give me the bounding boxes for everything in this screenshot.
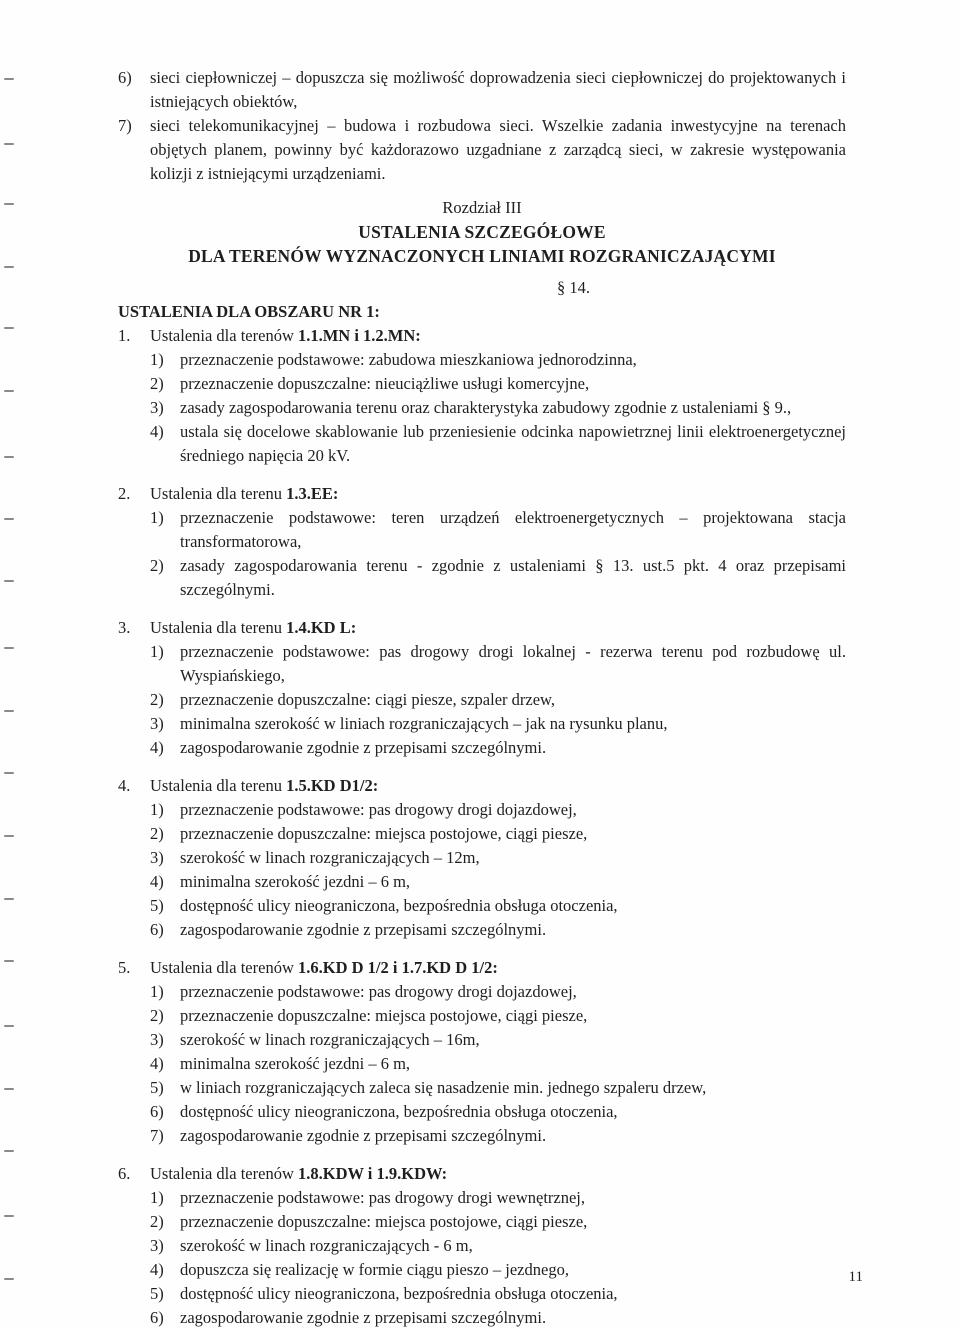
item-text: zasady zagospodarowania terenu - zgodnie z ustaleniami § 13. ust.5 pkt. 4 oraz przepisami szczególnymi. [180,556,846,599]
section-label [150,774,378,798]
section-label [150,482,338,506]
list-item [118,1306,846,1330]
item-number: 2) [150,1212,164,1231]
section-label-text: Ustalenia dla terenu [150,484,287,503]
item-number: 4) [150,872,164,891]
item-number: 6) [150,920,164,939]
punch-mark [4,710,14,712]
document-body [118,66,846,1330]
list-item [118,822,846,846]
list-item [118,1186,846,1210]
section-label-text: Ustalenia dla terenu [150,776,287,795]
list-item [118,372,846,396]
section-3 [118,616,846,760]
list-item [118,1028,846,1052]
item-text: sieci ciepłowniczej – dopuszcza się możliwość doprowadzenia sieci ciepłowniczej do projektowanych i istniejących obiektów, [150,68,846,111]
item-text: przeznaczenie dopuszczalne: ciągi piesze, szpaler drzew, [180,690,555,709]
list-item [118,736,846,760]
section-1 [118,324,846,468]
item-text: ustala się docelowe skablowanie lub przeniesienie odcinka napowietrznej linii elektroenergetycznej średniego napięcia 20 kV. [180,422,846,465]
section-2 [118,482,846,602]
section-label-text: Ustalenia dla terenów [150,958,298,977]
punch-mark [4,143,14,145]
section-heading [118,956,846,980]
section-code: 1.3.EE: [286,484,339,503]
punch-mark [4,1150,14,1152]
section-6 [118,1162,846,1330]
item-text: minimalna szerokość w liniach rozgraniczających – jak na rysunku planu, [180,714,668,733]
section-number: 1. [118,326,131,345]
list-item [118,846,846,870]
chapter-label: Rozdział III [442,198,522,217]
list-item [118,1004,846,1028]
item-number: 1) [150,800,164,819]
punch-mark [4,1088,14,1090]
item-number: 4) [150,738,164,757]
punch-mark [4,327,14,329]
item-text: przeznaczenie podstawowe: teren urządzeń elektroenergetycznych – projektowana stacja transformatorowa, [180,508,846,551]
item-text: sieci telekomunikacyjnej – budowa i rozbudowa sieci. Wszelkie zadania inwestycyjne na terenach objętych planem, powinny być każdorazowo uzgadniane z zarządcą sieci, w zakresie występowania kolizji z istniejącymi urządzeniami. [150,116,846,183]
item-text: szerokość w linach rozgraniczających - 6 m, [180,1236,473,1255]
list-item [118,420,846,468]
section-heading [118,1162,846,1186]
list-item [118,688,846,712]
item-number: 5) [150,896,164,915]
item-text: szerokość w linach rozgraniczających – 16m, [180,1030,480,1049]
item-text: minimalna szerokość jezdni – 6 m, [180,1054,411,1073]
section-code: 1.4.KD L: [286,618,357,637]
list-item [118,114,846,186]
item-text: zasady zagospodarowania terenu oraz charakterystyka zabudowy zgodnie z ustaleniami § 9., [180,398,792,417]
section-number: 5. [118,958,131,977]
section-label-text: Ustalenia dla terenów [150,326,298,345]
punch-mark [4,266,14,268]
item-text: dostępność ulicy nieograniczona, bezpośrednia obsługa otoczenia, [180,1102,618,1121]
item-number: 3) [150,1236,164,1255]
item-text: przeznaczenie podstawowe: pas drogowy drogi wewnętrznej, [180,1188,586,1207]
list-item [118,894,846,918]
item-text: dopuszcza się realizację w formie ciągu pieszo – jezdnego, [180,1260,569,1279]
punch-mark [4,390,14,392]
item-number: 3) [150,714,164,733]
section-label [150,956,498,980]
section-number: 2. [118,484,131,503]
section-number: 4. [118,776,131,795]
punch-mark [4,647,14,649]
top-list [118,66,846,186]
list-item [118,1052,846,1076]
item-number: 3) [150,1030,164,1049]
area-heading: USTALENIA DLA OBSZARU NR 1: [118,302,380,321]
item-text: przeznaczenie podstawowe: pas drogowy drogi dojazdowej, [180,982,577,1001]
chapter-subtitle: DLA TERENÓW WYZNACZONYCH LINIAMI ROZGRANICZAJĄCYMI [188,246,776,266]
page-number: 11 [848,1269,863,1285]
list-item [118,506,846,554]
item-text: przeznaczenie dopuszczalne: nieuciążliwe usługi komercyjne, [180,374,590,393]
item-text: zagospodarowanie zgodnie z przepisami szczególnymi. [180,920,547,939]
section-heading [118,774,846,798]
item-text: dostępność ulicy nieograniczona, bezpośrednia obsługa otoczenia, [180,1284,618,1303]
item-number: 5) [150,1284,164,1303]
item-number: 7) [150,1126,164,1145]
section-4 [118,774,846,942]
item-text: minimalna szerokość jezdni – 6 m, [180,872,411,891]
item-number: 4) [150,1260,164,1279]
section-5 [118,956,846,1148]
punch-mark [4,456,14,458]
item-number: 6) [150,1102,164,1121]
list-item [118,1282,846,1306]
section-number: 3. [118,618,131,637]
punch-mark [4,203,14,205]
list-item [118,712,846,736]
list-item [118,870,846,894]
item-number: 4) [150,422,164,441]
list-item [118,1076,846,1100]
section-label [150,616,356,640]
item-number: 2) [150,690,164,709]
section-code: 1.6.KD D 1/2 i 1.7.KD D 1/2: [297,958,498,977]
list-item [118,1258,846,1282]
item-number: 5) [150,1078,164,1097]
item-number: 2) [150,1006,164,1025]
list-item [118,348,846,372]
section-number: 6. [118,1164,131,1183]
item-number: 1) [150,508,164,527]
punch-mark [4,1215,14,1217]
punch-mark [4,898,14,900]
punch-mark [4,772,14,774]
section-code: 1.5.KD D1/2: [286,776,379,795]
punch-mark [4,1025,14,1027]
item-text: przeznaczenie podstawowe: zabudowa mieszkaniowa jednorodzinna, [180,350,637,369]
item-number: 3) [150,848,164,867]
item-text: zagospodarowanie zgodnie z przepisami szczególnymi. [180,738,547,757]
list-item [118,554,846,602]
item-text: przeznaczenie podstawowe: pas drogowy drogi dojazdowej, [180,800,577,819]
item-number: 1) [150,350,164,369]
item-text: zagospodarowanie zgodnie z przepisami szczególnymi. [180,1126,547,1145]
punch-mark [4,835,14,837]
item-number: 1) [150,642,164,661]
section-label-text: Ustalenia dla terenów [150,1164,298,1183]
list-item [118,1210,846,1234]
punch-mark [4,1278,14,1280]
list-item [118,66,846,114]
item-number: 4) [150,1054,164,1073]
list-item [118,1234,846,1258]
punch-mark [4,580,14,582]
item-number: 6) [118,68,132,87]
item-number: 2) [150,556,164,575]
item-number: 3) [150,398,164,417]
section-label-text: Ustalenia dla terenu [150,618,287,637]
section-code: 1.1.MN i 1.2.MN: [297,326,421,345]
item-text: przeznaczenie dopuszczalne: miejsca postojowe, ciągi piesze, [180,824,588,843]
list-item [118,980,846,1004]
item-number: 1) [150,1188,164,1207]
section-label [150,324,421,348]
list-item [118,640,846,688]
section-heading [118,616,846,640]
item-text: w liniach rozgraniczających zaleca się nasadzenie min. jednego szpaleru drzew, [180,1078,707,1097]
item-text: zagospodarowanie zgodnie z przepisami szczególnymi. [180,1308,547,1327]
item-number: 7) [118,116,132,135]
punch-mark [4,960,14,962]
paragraph-mark: § 14. [557,278,590,297]
list-item [118,798,846,822]
item-number: 6) [150,1308,164,1327]
list-item [118,918,846,942]
list-item [118,1100,846,1124]
sections-list [118,324,846,1330]
section-code: 1.8.KDW i 1.9.KDW: [297,1164,448,1183]
item-text: dostępność ulicy nieograniczona, bezpośrednia obsługa otoczenia, [180,896,618,915]
item-text: przeznaczenie podstawowe: pas drogowy drogi lokalnej - rezerwa terenu pod rozbudowę ul. Wyspiańskiego, [180,642,846,685]
section-heading [118,324,846,348]
item-text: przeznaczenie dopuszczalne: miejsca postojowe, ciągi piesze, [180,1006,588,1025]
item-number: 2) [150,374,164,393]
item-text: szerokość w linach rozgraniczających – 12m, [180,848,480,867]
chapter-title: USTALENIA SZCZEGÓŁOWE [358,222,606,242]
section-label [150,1162,447,1186]
list-item [118,1124,846,1148]
list-item [118,396,846,420]
section-heading [118,482,846,506]
item-number: 2) [150,824,164,843]
item-number: 1) [150,982,164,1001]
punch-mark [4,518,14,520]
item-text: przeznaczenie dopuszczalne: miejsca postojowe, ciągi piesze, [180,1212,588,1231]
punch-mark [4,78,14,80]
